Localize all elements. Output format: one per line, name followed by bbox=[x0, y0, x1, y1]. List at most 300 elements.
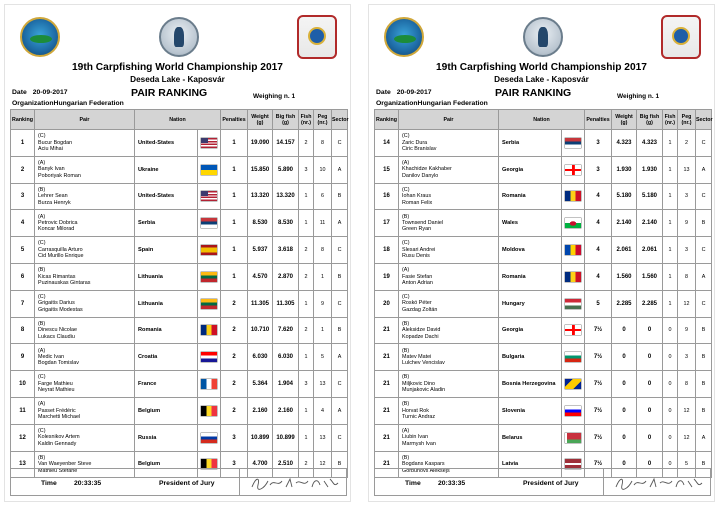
flag-cell bbox=[198, 397, 221, 424]
sector-cell: B bbox=[696, 344, 712, 371]
ranking-sheet-right bbox=[368, 4, 715, 502]
col-big-fish: Big fish (g) bbox=[273, 110, 299, 130]
pair-cell bbox=[35, 237, 135, 264]
spain-flag-icon bbox=[201, 245, 217, 255]
pair-angler-1: Kicas Rimantas bbox=[38, 273, 76, 280]
sector-cell: A bbox=[332, 344, 348, 371]
rank-cell: 1 bbox=[11, 130, 35, 157]
fish-cell: 2 bbox=[299, 451, 314, 478]
pair-sector-letter: (C) bbox=[402, 294, 410, 301]
col-ranking: Ranking bbox=[375, 110, 399, 130]
pair-cell bbox=[399, 290, 499, 317]
pair-angler-2: Marmysh Ivan bbox=[402, 440, 436, 447]
rank-cell: 21 bbox=[375, 397, 399, 424]
fish-cell: 1 bbox=[299, 424, 314, 451]
nation-cell: Belarus bbox=[499, 424, 562, 451]
penalties-cell: 3 bbox=[585, 156, 612, 183]
pair-angler-2: Burza Henryk bbox=[38, 199, 71, 206]
penalties-cell: 7½ bbox=[585, 371, 612, 398]
pair-cell bbox=[399, 156, 499, 183]
big-fish-cell: 1.930 bbox=[637, 156, 663, 183]
rank-cell: 8 bbox=[11, 317, 35, 344]
pair-angler-1: Carrasquilla Arturo bbox=[38, 246, 83, 253]
romania-flag-icon bbox=[565, 272, 581, 282]
romania-flag-icon bbox=[565, 191, 581, 201]
pair-cell bbox=[35, 397, 135, 424]
fish-cell: 2 bbox=[299, 263, 314, 290]
fish-cell: 0 bbox=[663, 344, 678, 371]
table-row bbox=[11, 263, 348, 290]
pair-sector-letter: (B) bbox=[402, 320, 410, 327]
penalties-cell: 1 bbox=[221, 130, 248, 157]
peg-cell: 5 bbox=[314, 344, 332, 371]
signature-box bbox=[603, 469, 712, 496]
pair-angler-1: Roskó Péter bbox=[402, 300, 432, 307]
date-row bbox=[376, 89, 432, 96]
fish-cell: 1 bbox=[299, 290, 314, 317]
peg-cell: 8 bbox=[314, 237, 332, 264]
peg-cell: 8 bbox=[314, 130, 332, 157]
col-pair: Pair bbox=[35, 110, 135, 130]
penalties-cell: 2 bbox=[221, 317, 248, 344]
date-value: 20-09-2017 bbox=[396, 89, 432, 96]
weight-cell: 5.364 bbox=[248, 371, 273, 398]
col-weight: Weight (g) bbox=[248, 110, 273, 130]
sector-cell: C bbox=[696, 130, 712, 157]
nation-cell: Serbia bbox=[135, 210, 198, 237]
col-fish: Fish (nr.) bbox=[663, 110, 678, 130]
fish-cell: 1 bbox=[663, 183, 678, 210]
penalties-cell: 3 bbox=[221, 424, 248, 451]
pair-sector-letter: (C) bbox=[38, 428, 46, 435]
ranking-table-body bbox=[375, 130, 712, 478]
weight-cell: 5.180 bbox=[612, 183, 637, 210]
rank-cell: 13 bbox=[11, 451, 35, 478]
pair-cell bbox=[35, 424, 135, 451]
weight-cell: 10.710 bbox=[248, 317, 273, 344]
pair-angler-1: Kolesnikov Artem bbox=[38, 434, 80, 441]
fish-cell: 1 bbox=[663, 130, 678, 157]
peg-cell: 10 bbox=[314, 156, 332, 183]
table-row bbox=[11, 290, 348, 317]
organization-label: Organization bbox=[376, 100, 418, 107]
weight-cell: 6.030 bbox=[248, 344, 273, 371]
hungary-flag-icon bbox=[565, 299, 581, 309]
serbia-flag-icon bbox=[201, 218, 217, 228]
pair-sector-letter: (A) bbox=[402, 160, 410, 167]
nation-cell: Romania bbox=[499, 263, 562, 290]
sector-cell: B bbox=[332, 183, 348, 210]
table-row bbox=[11, 183, 348, 210]
pair-angler-1: Iohan Kraus bbox=[402, 193, 432, 200]
flag-cell bbox=[198, 263, 221, 290]
moldova-flag-icon bbox=[565, 245, 581, 255]
pair-angler-2: Puzinauskas Gintaras bbox=[38, 280, 91, 287]
pair-angler-2: Kaldin Gennady bbox=[38, 440, 77, 447]
penalties-cell: 2 bbox=[221, 344, 248, 371]
rank-cell: 21 bbox=[375, 317, 399, 344]
pair-cell bbox=[35, 317, 135, 344]
flag-cell bbox=[198, 344, 221, 371]
fish-cell: 2 bbox=[299, 130, 314, 157]
nation-cell: Bosnia Herzegovina bbox=[499, 371, 562, 398]
flag-cell bbox=[198, 317, 221, 344]
peg-cell: 9 bbox=[678, 210, 696, 237]
col-ranking: Ranking bbox=[11, 110, 35, 130]
nation-cell: Romania bbox=[499, 183, 562, 210]
col-peg: Peg (nr.) bbox=[678, 110, 696, 130]
nation-cell: Hungary bbox=[499, 290, 562, 317]
pair-angler-1: Van Waeyenber Steve bbox=[38, 461, 92, 468]
penalties-cell: 3 bbox=[585, 130, 612, 157]
organization-label: Organization bbox=[12, 100, 54, 107]
mohosz-logo-icon bbox=[661, 15, 701, 59]
peg-cell: 9 bbox=[314, 290, 332, 317]
pair-angler-2: Cid Murillo Enrique bbox=[38, 253, 84, 260]
sector-cell: B bbox=[332, 451, 348, 478]
pair-sector-letter: (A) bbox=[402, 428, 410, 435]
fish-cell: 0 bbox=[663, 371, 678, 398]
pair-angler-1: Horvat Rok bbox=[402, 407, 429, 414]
rank-cell: 21 bbox=[375, 451, 399, 478]
pair-angler-2: Kopadze Dachi bbox=[402, 333, 439, 340]
championship-title: 19th Carpfishing World Championship 2017 bbox=[72, 62, 283, 73]
penalties-cell: 1 bbox=[221, 183, 248, 210]
penalties-cell: 1 bbox=[221, 263, 248, 290]
table-row bbox=[11, 397, 348, 424]
fish-cell: 2 bbox=[299, 237, 314, 264]
wales-flag-icon bbox=[565, 218, 581, 228]
pair-angler-1: Dinescu Nicolae bbox=[38, 327, 77, 334]
pair-angler-1: Lehrer Sean bbox=[38, 193, 68, 200]
weight-cell: 11.305 bbox=[248, 290, 273, 317]
time-label: Time bbox=[405, 480, 421, 487]
weight-cell: 4.323 bbox=[612, 130, 637, 157]
big-fish-cell: 5.890 bbox=[273, 156, 299, 183]
pair-angler-2: Lulchev Vencislav bbox=[402, 360, 445, 367]
pair-cell bbox=[35, 290, 135, 317]
pair-angler-1: Bucur Bogdan bbox=[38, 139, 73, 146]
sheet-footer bbox=[10, 468, 347, 496]
peg-cell: 4 bbox=[314, 397, 332, 424]
weight-cell: 0 bbox=[612, 397, 637, 424]
penalties-cell: 7½ bbox=[585, 344, 612, 371]
pair-angler-1: Liubin Ivan bbox=[402, 434, 429, 441]
date-row bbox=[12, 89, 68, 96]
big-fish-cell: 6.030 bbox=[273, 344, 299, 371]
logo-bar bbox=[369, 17, 714, 63]
table-row bbox=[11, 156, 348, 183]
sector-cell: C bbox=[696, 183, 712, 210]
sector-cell: A bbox=[696, 424, 712, 451]
fish-cell: 1 bbox=[299, 210, 314, 237]
weight-cell: 0 bbox=[612, 451, 637, 478]
rank-cell: 6 bbox=[11, 263, 35, 290]
col-pair: Pair bbox=[399, 110, 499, 130]
sector-cell: C bbox=[696, 290, 712, 317]
pair-angler-2: Koncar Milorad bbox=[38, 226, 75, 233]
flag-cell bbox=[562, 183, 585, 210]
big-fish-cell: 1.904 bbox=[273, 371, 299, 398]
date-label: Date bbox=[12, 89, 27, 96]
belarus-flag-icon bbox=[565, 433, 581, 443]
fish-cell: 0 bbox=[663, 424, 678, 451]
sector-cell: B bbox=[696, 451, 712, 478]
big-fish-cell: 0 bbox=[637, 344, 663, 371]
croatia-flag-icon bbox=[201, 352, 217, 362]
fish-cell: 0 bbox=[663, 317, 678, 344]
pair-angler-1: Zaric Dura bbox=[402, 139, 428, 146]
table-row bbox=[375, 344, 712, 371]
sector-cell: B bbox=[696, 210, 712, 237]
rank-cell: 11 bbox=[11, 397, 35, 424]
france-flag-icon bbox=[201, 379, 217, 389]
pair-cell bbox=[399, 397, 499, 424]
col-nation: Nation bbox=[499, 110, 585, 130]
pair-sector-letter: (C) bbox=[402, 133, 410, 140]
fish-cell: 3 bbox=[299, 371, 314, 398]
pair-angler-2: Turnic Andraz bbox=[402, 414, 436, 421]
big-fish-cell: 0 bbox=[637, 451, 663, 478]
weight-cell: 2.285 bbox=[612, 290, 637, 317]
weight-cell: 1.560 bbox=[612, 263, 637, 290]
rank-cell: 21 bbox=[375, 344, 399, 371]
penalties-cell: 2 bbox=[221, 290, 248, 317]
penalties-cell: 4 bbox=[585, 183, 612, 210]
nation-cell: Slovenia bbox=[499, 397, 562, 424]
rank-cell: 20 bbox=[375, 290, 399, 317]
nation-cell: Belgium bbox=[135, 451, 198, 478]
ranking-title: PAIR RANKING bbox=[495, 87, 572, 99]
pair-cell bbox=[399, 371, 499, 398]
pair-sector-letter: (A) bbox=[38, 160, 46, 167]
pair-angler-1: Bogdans Kaspars bbox=[402, 461, 445, 468]
pair-cell bbox=[35, 156, 135, 183]
pair-sector-letter: (B) bbox=[38, 320, 46, 327]
table-row bbox=[375, 263, 712, 290]
flag-cell bbox=[562, 371, 585, 398]
sector-cell: B bbox=[696, 397, 712, 424]
venue-subtitle: Deseda Lake - Kaposvár bbox=[130, 75, 225, 84]
nation-cell: Bulgaria bbox=[499, 344, 562, 371]
pair-angler-2: Rusu Denis bbox=[402, 253, 430, 260]
pair-sector-letter: (C) bbox=[38, 294, 46, 301]
nation-cell: Georgia bbox=[499, 317, 562, 344]
pair-sector-letter: (A) bbox=[402, 267, 410, 274]
penalties-cell: 1 bbox=[221, 210, 248, 237]
organization-value: Hungarian Federation bbox=[417, 100, 488, 107]
pair-sector-letter: (B) bbox=[402, 374, 410, 381]
pair-sector-letter: (C) bbox=[402, 186, 410, 193]
flag-cell bbox=[562, 290, 585, 317]
big-fish-cell: 0 bbox=[637, 424, 663, 451]
flag-cell bbox=[562, 210, 585, 237]
fish-cell: 0 bbox=[663, 397, 678, 424]
pair-sector-letter: (B) bbox=[38, 267, 46, 274]
fish-cell: 1 bbox=[663, 263, 678, 290]
peg-cell: 3 bbox=[678, 237, 696, 264]
penalties-cell: 1 bbox=[221, 156, 248, 183]
pair-sector-letter: (A) bbox=[38, 401, 46, 408]
weight-cell: 2.140 bbox=[612, 210, 637, 237]
pair-cell bbox=[399, 130, 499, 157]
table-row bbox=[375, 290, 712, 317]
organization-row bbox=[12, 100, 124, 107]
sector-cell: B bbox=[332, 317, 348, 344]
rank-cell: 3 bbox=[11, 183, 35, 210]
nation-cell: Serbia bbox=[499, 130, 562, 157]
rank-cell: 17 bbox=[375, 210, 399, 237]
big-fish-cell: 3.618 bbox=[273, 237, 299, 264]
pair-angler-2: Green Ryan bbox=[402, 226, 432, 233]
peg-cell: 11 bbox=[314, 210, 332, 237]
peg-cell: 2 bbox=[678, 130, 696, 157]
logo-bar bbox=[5, 17, 350, 63]
pair-sector-letter: (C) bbox=[38, 133, 46, 140]
big-fish-cell: 2.061 bbox=[637, 237, 663, 264]
rank-cell: 9 bbox=[11, 344, 35, 371]
fish-cell: 1 bbox=[663, 210, 678, 237]
sector-cell: C bbox=[332, 290, 348, 317]
table-row bbox=[11, 371, 348, 398]
peg-cell: 8 bbox=[678, 263, 696, 290]
nation-cell: Wales bbox=[499, 210, 562, 237]
weight-cell: 2.160 bbox=[248, 397, 273, 424]
nation-cell: Belgium bbox=[135, 397, 198, 424]
time-label: Time bbox=[41, 480, 57, 487]
big-fish-cell: 10.899 bbox=[273, 424, 299, 451]
weight-cell: 8.530 bbox=[248, 210, 273, 237]
pair-angler-1: Banyk Ivan bbox=[38, 166, 65, 173]
rank-cell: 18 bbox=[375, 237, 399, 264]
sector-cell: A bbox=[696, 156, 712, 183]
nation-cell: France bbox=[135, 371, 198, 398]
big-fish-cell: 8.530 bbox=[273, 210, 299, 237]
pair-cell bbox=[35, 344, 135, 371]
flag-cell bbox=[198, 210, 221, 237]
pair-cell bbox=[35, 210, 135, 237]
peg-cell: 12 bbox=[678, 290, 696, 317]
ranking-title: PAIR RANKING bbox=[131, 87, 208, 99]
rank-cell: 7 bbox=[11, 290, 35, 317]
pair-angler-1: Petrovic Dobrica bbox=[38, 220, 78, 227]
pair-angler-1: Miljkovic Dino bbox=[402, 380, 435, 387]
big-fish-cell: 0 bbox=[637, 317, 663, 344]
sector-cell: B bbox=[332, 263, 348, 290]
weight-cell: 0 bbox=[612, 344, 637, 371]
pair-angler-1: Matev Matei bbox=[402, 354, 432, 361]
pair-cell bbox=[35, 183, 135, 210]
big-fish-cell: 5.180 bbox=[637, 183, 663, 210]
fish-cell: 1 bbox=[299, 397, 314, 424]
penalties-cell: 7½ bbox=[585, 317, 612, 344]
date-value: 20-09-2017 bbox=[32, 89, 68, 96]
peg-cell: 12 bbox=[678, 397, 696, 424]
penalties-cell: 2 bbox=[221, 397, 248, 424]
pair-cell bbox=[399, 424, 499, 451]
col-penalties: Penalties bbox=[221, 110, 248, 130]
big-fish-cell: 7.620 bbox=[273, 317, 299, 344]
pair-cell bbox=[35, 130, 135, 157]
col-fish: Fish (nr.) bbox=[299, 110, 314, 130]
pair-angler-1: Slesari Andrei bbox=[402, 246, 436, 253]
pair-sector-letter: (B) bbox=[38, 186, 46, 193]
fish-cell: 1 bbox=[663, 290, 678, 317]
peg-cell: 3 bbox=[678, 183, 696, 210]
pair-sector-letter: (A) bbox=[38, 347, 46, 354]
sector-cell: C bbox=[332, 371, 348, 398]
col-weight: Weight (g) bbox=[612, 110, 637, 130]
flag-cell bbox=[198, 424, 221, 451]
lithuania-flag-icon bbox=[201, 272, 217, 282]
pair-cell bbox=[399, 263, 499, 290]
pair-angler-2: Ciric Branislav bbox=[402, 146, 437, 153]
weight-cell: 19.090 bbox=[248, 130, 273, 157]
signature-icon bbox=[248, 473, 340, 493]
pair-angler-1: Medic Ivan bbox=[38, 354, 65, 361]
jury-label: President of Jury bbox=[159, 480, 215, 487]
col-penalties: Penalties bbox=[585, 110, 612, 130]
flag-cell bbox=[198, 290, 221, 317]
rank-cell: 12 bbox=[11, 424, 35, 451]
rank-cell: 5 bbox=[11, 237, 35, 264]
sector-cell: A bbox=[332, 397, 348, 424]
pair-angler-2: Neyrat Mathieu bbox=[38, 387, 75, 394]
pair-cell bbox=[399, 210, 499, 237]
pair-sector-letter: (C) bbox=[38, 374, 46, 381]
penalties-cell: 7½ bbox=[585, 424, 612, 451]
col-nation: Nation bbox=[135, 110, 221, 130]
pair-sector-letter: (C) bbox=[402, 240, 410, 247]
weight-cell: 4.570 bbox=[248, 263, 273, 290]
sheet-footer bbox=[374, 468, 711, 496]
nation-cell: Latvia bbox=[499, 451, 562, 478]
flag-cell bbox=[562, 424, 585, 451]
pair-sector-letter: (B) bbox=[402, 213, 410, 220]
pair-sector-letter: (A) bbox=[38, 213, 46, 220]
time-value: 20:33:35 bbox=[438, 480, 466, 487]
penalties-cell: 4 bbox=[585, 210, 612, 237]
sector-cell: A bbox=[332, 156, 348, 183]
nation-cell: Ukraine bbox=[135, 156, 198, 183]
penalties-cell: 3 bbox=[221, 451, 248, 478]
ranking-sheet-left bbox=[4, 4, 351, 502]
pair-cell bbox=[399, 237, 499, 264]
flag-cell bbox=[198, 237, 221, 264]
romania-flag-icon bbox=[201, 325, 217, 335]
flag-cell bbox=[562, 317, 585, 344]
fish-cell: 2 bbox=[299, 317, 314, 344]
peg-cell: 12 bbox=[678, 424, 696, 451]
fish-cell: 1 bbox=[299, 183, 314, 210]
col-peg: Peg (nr.) bbox=[314, 110, 332, 130]
pair-angler-2: Bogdan Tomislav bbox=[38, 360, 79, 367]
big-fish-cell: 14.157 bbox=[273, 130, 299, 157]
weight-cell: 10.899 bbox=[248, 424, 273, 451]
weight-cell: 0 bbox=[612, 371, 637, 398]
pair-angler-2: Lukacs Claudiu bbox=[38, 333, 75, 340]
organization-row bbox=[376, 100, 488, 107]
table-row bbox=[375, 156, 712, 183]
rank-cell: 19 bbox=[375, 263, 399, 290]
table-header-row bbox=[11, 110, 348, 130]
rank-cell: 4 bbox=[11, 210, 35, 237]
flag-cell bbox=[562, 263, 585, 290]
usa-flag-icon bbox=[201, 138, 217, 148]
sector-cell: C bbox=[696, 237, 712, 264]
pair-angler-1: Farge Mathieu bbox=[38, 380, 73, 387]
belgium-flag-icon bbox=[201, 406, 217, 416]
